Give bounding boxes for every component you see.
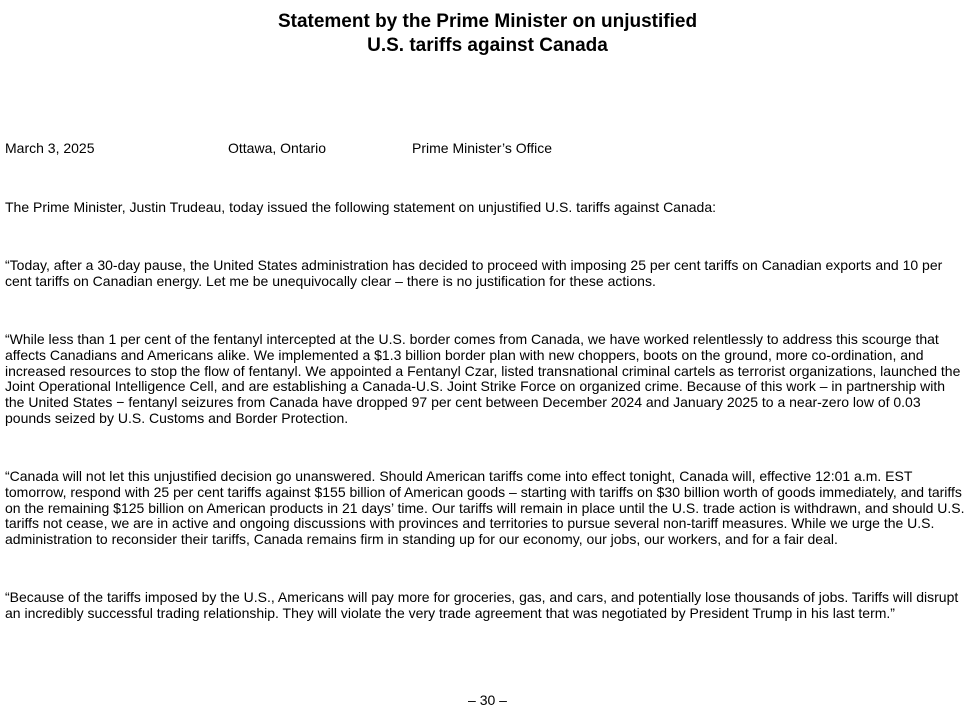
title-line-2: U.S. tariffs against Canada [367, 35, 608, 56]
title-line-1: Statement by the Prime Minister on unjustified [277, 11, 698, 32]
statement-paragraph-1: “Today, after a 30-day pause, the United States administration has decided to proceed with imposing 25 per cent tariffs on Canadian exports and 10 per cent tariffs on Canadian energy. Let me be unequivocally clear – there is no justification for these actions. [5, 257, 943, 289]
page-title [0, 10, 975, 58]
intro-paragraph: The Prime Minister, Justin Trudeau, today issued the following statement on unjustified U.S. tariffs against Canada: [5, 199, 717, 215]
statement-paragraph-3: “Canada will not let this unjustified decision go unanswered. Should American tariffs come into effect tonight, Canada will, effective 12:01 a.m. EST tomorrow, respond with 25 per cent tariffs against $155 billion of American goods – starting with tariffs on $30 billion worth of goods immediately, and tariffs on the remaining $125 billion on American products in 21 days’ time. Our tariffs will remain in place until the U.S. trade action is withdrawn, and should U.S. tariffs not cease, we are in active and ongoing discussions with provinces and territories to pursue several non-tariff measures. While we urge the U.S. administration to reconsider their tariffs, Canada remains firm in standing up for our economy, our jobs, our workers, and for a fair deal. [5, 468, 965, 548]
release-date: March 3, 2025 [5, 140, 95, 156]
statement-paragraph-4: “Because of the tariffs imposed by the U.S., Americans will pay more for groceries, gas, and cars, and potentially lose thousands of jobs. Tariffs will disrupt an incredibly successful trading relationship. They will violate the very trade agreement that was negotiated by President Trump in his last term.” [5, 589, 959, 621]
release-office: Prime Minister’s Office [412, 140, 553, 156]
release-location: Ottawa, Ontario [228, 140, 327, 156]
statement-paragraph-2: “While less than 1 per cent of the fentanyl intercepted at the U.S. border comes from Canada, we have worked relentlessly to address this scourge that affects Canadians and Americans alike. We implemented a $1.3 billion border plan with new choppers, boots on the ground, more co-ordination, and increased resources to stop the flow of fentanyl. We appointed a Fentanyl Czar, listed transnational criminal cartels as terrorist organizations, launched the Joint Operational Intelligence Cell, and are establishing a Canada-U.S. Joint Strike Force on organized crime. Because of this work – in partnership with the United States − fentanyl seizures from Canada have dropped 97 per cent between December 2024 and January 2025 to a near-zero low of 0.03 pounds seized by U.S. Customs and Border Protection. [5, 331, 961, 426]
page-end-marker: – 30 – [468, 692, 507, 708]
